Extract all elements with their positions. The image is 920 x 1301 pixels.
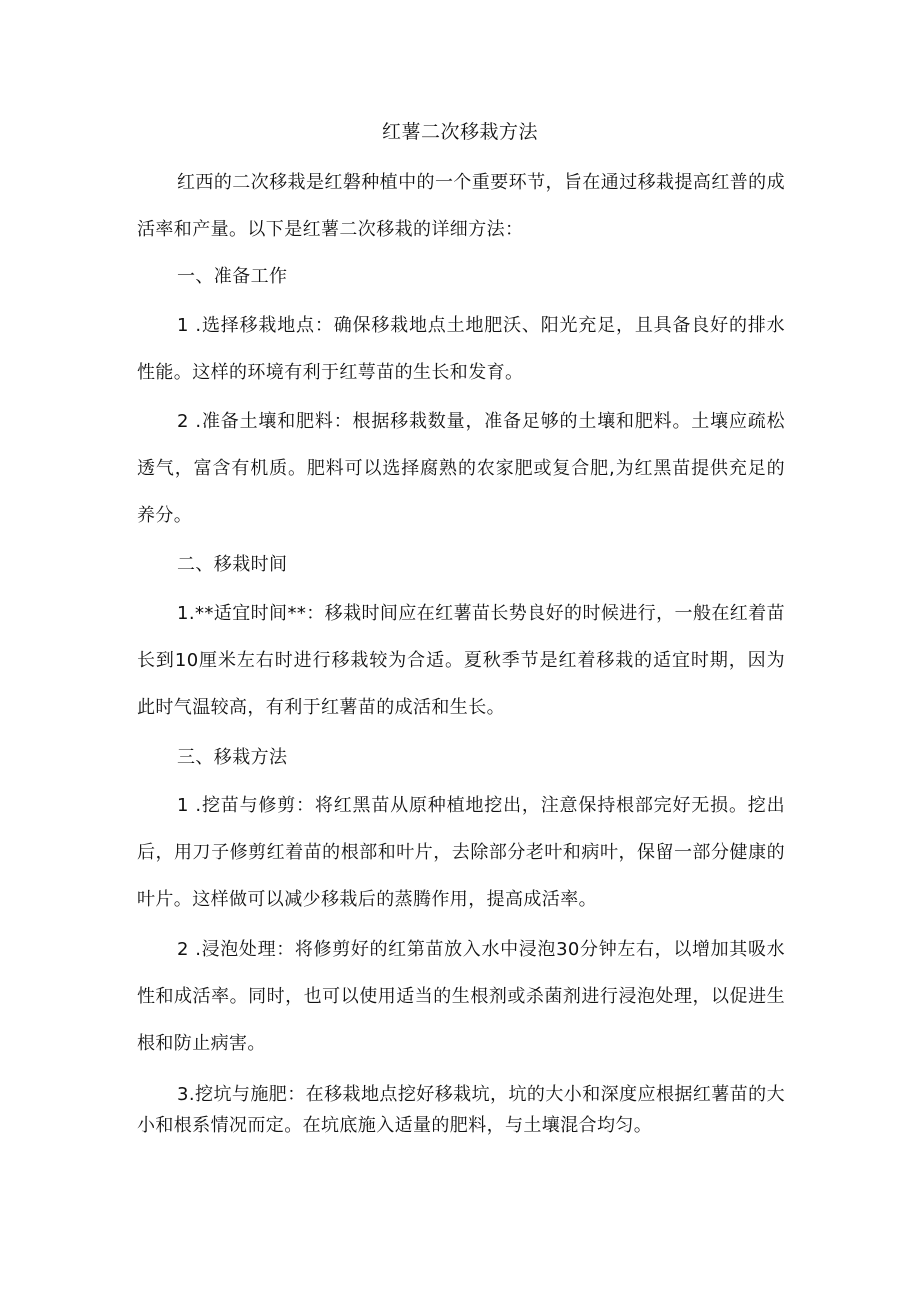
paragraph-dig-pit: 3.挖坑与施肥：在移栽地点挖好移栽坑，坑的大小和深度应根据红薯苗的大小和根系情况而定。在坑底施入适量的肥料，与土壤混合均匀。 — [137, 1084, 785, 1136]
section-heading-timing: 二、移栽时间 — [177, 554, 288, 575]
paragraph-soaking: 2 .浸泡处理：将修剪好的红第苗放入水中浸泡30分钟左右，以增加其吸水性和成活率。同时，也可以使用适当的生根剂或杀菌剂进行浸泡处理，以促进生根和防止病害。 — [137, 939, 785, 1054]
paragraph-prepare-soil: 2 .准备土壤和肥料：根据移栽数量，准备足够的土壤和肥料。土壤应疏松透气，富含有机质。肥料可以选择腐熟的农家肥或复合肥,为红黑苗提供充足的养分。 — [137, 411, 785, 526]
section-heading-preparation: 一、准备工作 — [177, 266, 288, 287]
document-title: 红薯二次移栽方法 — [381, 121, 538, 143]
paragraph-suitable-time: 1.**适宜时间**：移栽时间应在红薯苗长势良好的时候进行，一般在红着苗长到10厘米左右时进行移栽较为合适。夏秋季节是红着移栽的适宜时期，因为此时气温较高，有利于红薯苗的成活和生长。 — [137, 603, 785, 718]
intro-paragraph: 红西的二次移栽是红磐种植中的一个重要环节，旨在通过移栽提高红普的成活率和产量。以下是红薯二次移栽的详细方法： — [137, 172, 785, 240]
paragraph-choose-site: 1 .选择移栽地点：确保移栽地点土地肥沃、阳光充足，且具备良好的排水性能。这样的环境有利于红萼苗的生长和发育。 — [137, 315, 785, 383]
paragraph-dig-and-trim: 1 .挖苗与修剪：将红黑苗从原种植地挖出，注意保持根部完好无损。挖出后，用刀子修剪红着苗的根部和叶片，去除部分老叶和病叶，保留一部分健康的叶片。这样做可以减少移栽后的蒸腾作用，提高成活率。 — [137, 795, 785, 910]
section-heading-method: 三、移栽方法 — [177, 747, 288, 768]
